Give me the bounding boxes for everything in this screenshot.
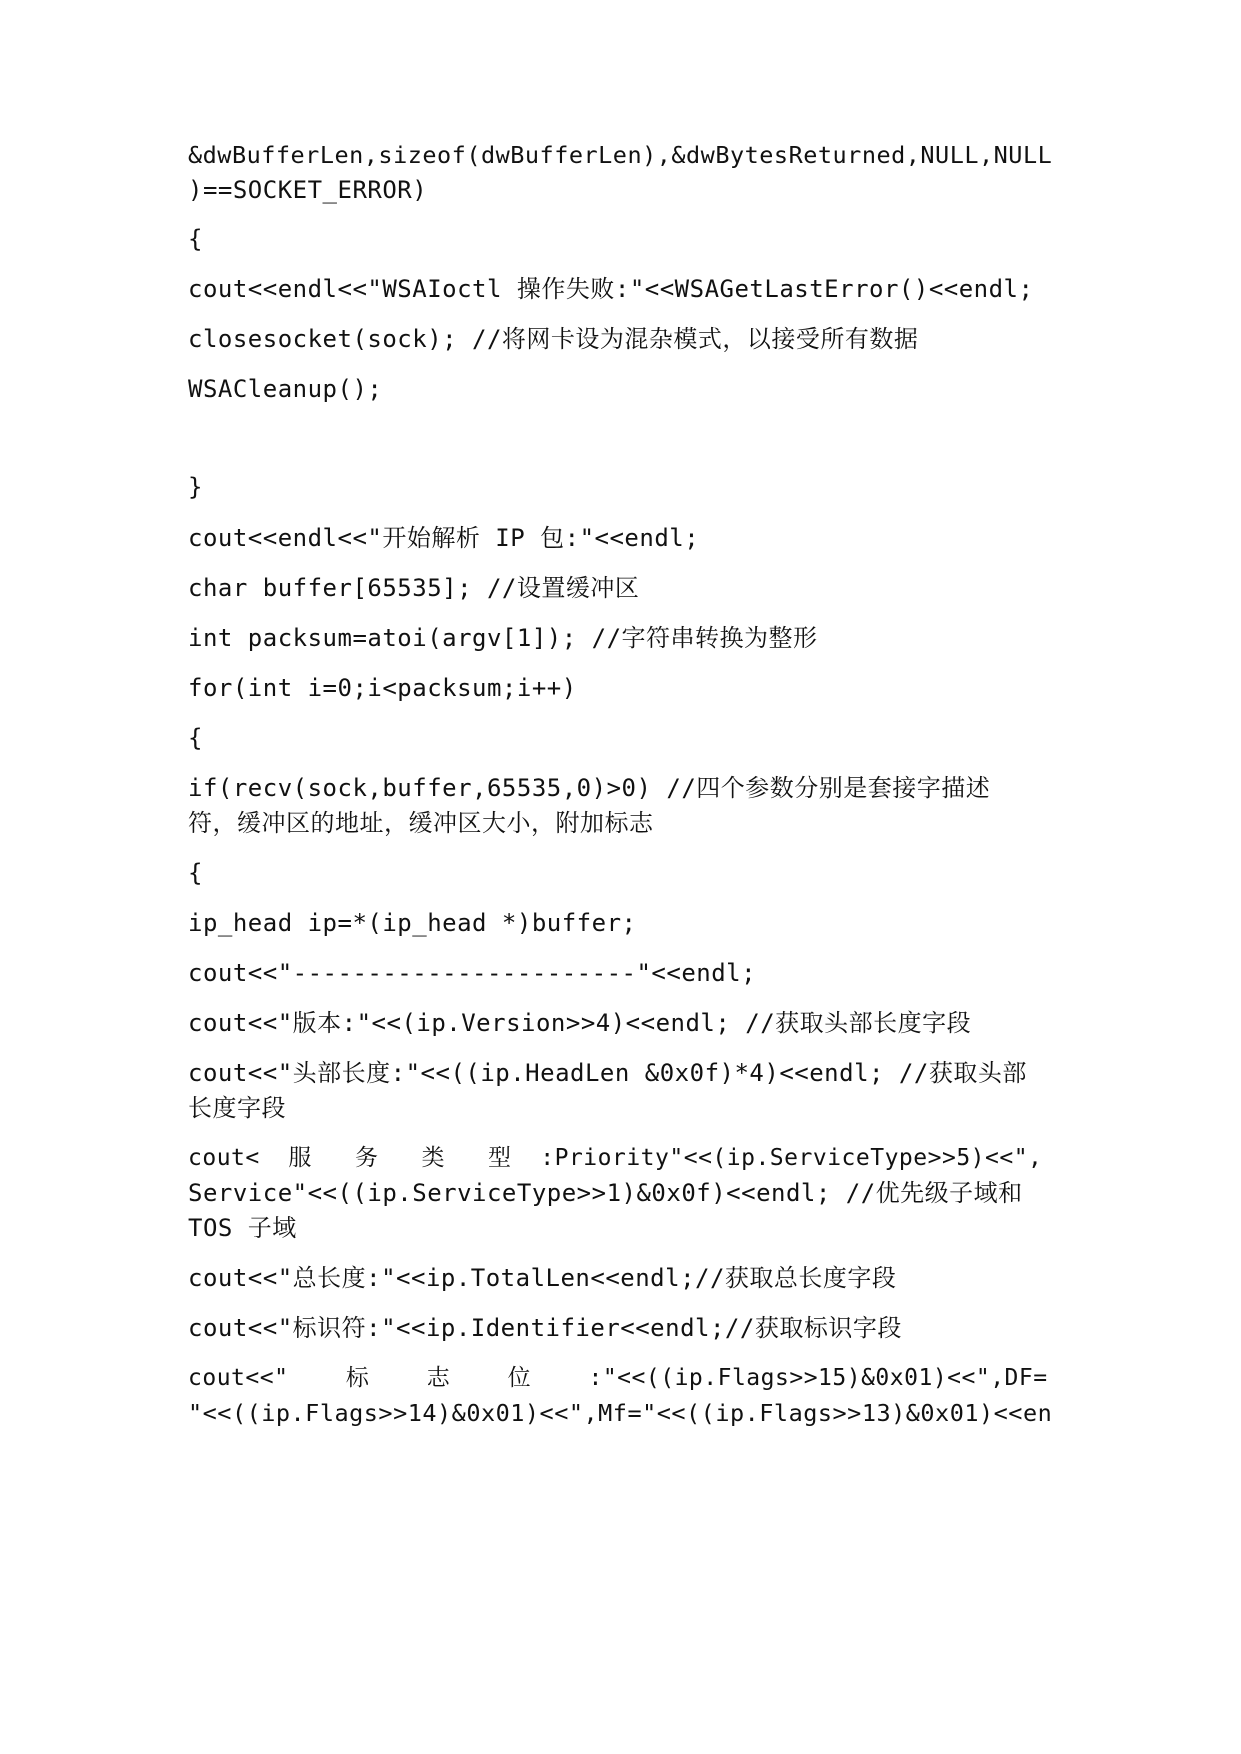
code-line: cout<<"总长度:"<<ip.TotalLen<<endl;//获取总长度字段 bbox=[188, 1264, 897, 1292]
code-line: 符，缓冲区的地址，缓冲区大小，附加标志 bbox=[188, 809, 654, 837]
code-line: cout<<"-----------------------"<<endl; bbox=[188, 959, 757, 987]
code-line: cout<<"头部长度:"<<((ip.HeadLen &0x0f)*4)<<endl; //获取头部 bbox=[188, 1059, 1027, 1087]
code-line: cout< 服 务 类 型 :Priority"<<(ip.ServiceType>>5)<<", bbox=[188, 1145, 1043, 1171]
code-line: } bbox=[188, 473, 203, 501]
code-line: cout<<endl<<"WSAIoctl 操作失败:"<<WSAGetLastError()<<endl; bbox=[188, 275, 1034, 303]
code-line: { bbox=[188, 859, 203, 887]
code-line: WSACleanup(); bbox=[188, 375, 383, 403]
code-line: closesocket(sock); //将网卡设为混杂模式，以接受所有数据 bbox=[188, 325, 919, 353]
code-line: "<<((ip.Flags>>14)&0x01)<<",Mf="<<((ip.Flags>>13)&0x01)<<en bbox=[188, 1399, 1053, 1427]
code-line: int packsum=atoi(argv[1]); //字符串转换为整形 bbox=[188, 624, 818, 652]
code-line: ip_head ip=*(ip_head *)buffer; bbox=[188, 909, 637, 937]
code-line: 长度字段 bbox=[188, 1094, 286, 1122]
code-line: { bbox=[188, 225, 203, 253]
code-line: if(recv(sock,buffer,65535,0)>0) //四个参数分别是套接字描述 bbox=[188, 774, 991, 802]
code-line: cout<<" 标 志 位 :"<<((ip.Flags>>15)&0x01)<<",DF= bbox=[188, 1365, 1048, 1391]
code-line: Service"<<((ip.ServiceType>>1)&0x0f)<<endl; //优先级子域和 bbox=[188, 1179, 1023, 1207]
code-line: )==SOCKET_ERROR) bbox=[188, 176, 428, 204]
code-line: { bbox=[188, 724, 203, 752]
code-line: cout<<"版本:"<<(ip.Version>>4)<<endl; //获取头部长度字段 bbox=[188, 1009, 972, 1037]
code-line: cout<<endl<<"开始解析 IP 包:"<<endl; bbox=[188, 524, 700, 552]
code-line: cout<<"标识符:"<<ip.Identifier<<endl;//获取标识字段 bbox=[188, 1314, 902, 1342]
code-line: char buffer[65535]; //设置缓冲区 bbox=[188, 574, 640, 602]
code-line: for(int i=0;i<packsum;i++) bbox=[188, 674, 577, 702]
code-line: &dwBufferLen,sizeof(dwBufferLen),&dwBytesReturned,NULL,NULL bbox=[188, 141, 1053, 169]
code-line: TOS 子域 bbox=[188, 1214, 297, 1242]
